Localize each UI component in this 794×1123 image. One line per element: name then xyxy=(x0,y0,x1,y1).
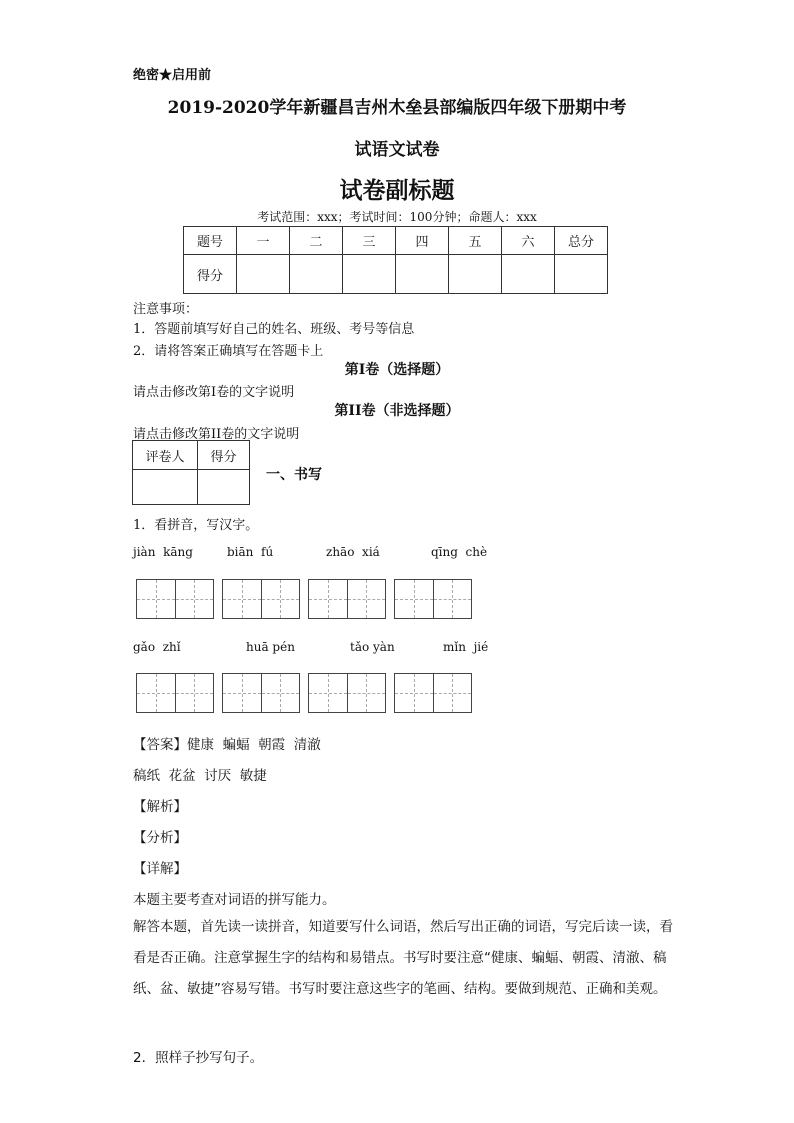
score-header-cell: 总分 xyxy=(555,227,608,255)
writing-grid[interactable] xyxy=(222,579,300,619)
answer-line: 【答案】健康 蝙蝠 朝霞 清澈 xyxy=(133,737,321,753)
writing-grid[interactable] xyxy=(394,673,472,713)
score-cell[interactable] xyxy=(502,255,555,294)
score-table xyxy=(183,226,608,294)
grader-score-cell[interactable] xyxy=(198,470,250,505)
volume1-desc[interactable]: 请点击修改第I卷的文字说明 xyxy=(133,385,295,400)
exam-title-line2: 试语文试卷 xyxy=(354,140,440,160)
secret-mark: 绝密★启用前 xyxy=(133,68,212,83)
score-cell[interactable] xyxy=(449,255,502,294)
pinyin-label: huā pén xyxy=(246,640,295,654)
question-prompt: 2．照样子抄写句子。 xyxy=(133,1050,264,1066)
writing-grid[interactable] xyxy=(222,673,300,713)
volume2-title: 第II卷（非选择题） xyxy=(334,403,460,419)
score-cell[interactable] xyxy=(396,255,449,294)
exam-subtitle: 试卷副标题 xyxy=(339,177,455,204)
answer-line: 稿纸 花盆 讨厌 敏捷 xyxy=(133,768,267,784)
grader-cell[interactable] xyxy=(133,470,198,505)
pinyin-label: biān fú xyxy=(227,545,274,559)
score-cell[interactable] xyxy=(290,255,343,294)
score-table-header-row xyxy=(184,227,608,255)
analysis-label: 【解析】 xyxy=(133,799,187,815)
score-header-cell: 三 xyxy=(343,227,396,255)
writing-grid[interactable] xyxy=(308,673,386,713)
writing-grid[interactable] xyxy=(136,673,214,713)
grader-table xyxy=(132,440,250,505)
pinyin-label: zhāo xiá xyxy=(326,545,380,559)
score-row-label: 得分 xyxy=(184,255,237,294)
writing-grid[interactable] xyxy=(136,579,214,619)
exam-title-line1: 2019-2020学年新疆昌吉州木垒县部编版四年级下册期中考 xyxy=(167,98,627,118)
score-header-cell: 题号 xyxy=(184,227,237,255)
score-header-cell: 五 xyxy=(449,227,502,255)
pinyin-label: qīng chè xyxy=(431,545,488,559)
writing-grid[interactable] xyxy=(394,579,472,619)
question-prompt: 1．看拼音，写汉字。 xyxy=(133,518,259,533)
analysis-label: 【详解】 xyxy=(133,861,187,877)
pinyin-label: gǎo zhǐ xyxy=(133,640,181,654)
score-table-score-row xyxy=(184,255,608,294)
grader-label: 评卷人 xyxy=(133,441,198,470)
score-header-cell: 四 xyxy=(396,227,449,255)
section-title: 一、书写 xyxy=(266,467,322,483)
score-cell[interactable] xyxy=(343,255,396,294)
pinyin-label: mǐn jié xyxy=(443,640,489,654)
analysis-paragraph: 本题主要考查对词语的拼写能力。 xyxy=(133,892,336,908)
volume1-title: 第I卷（选择题） xyxy=(344,362,450,378)
score-cell[interactable] xyxy=(555,255,608,294)
score-header-cell: 二 xyxy=(290,227,343,255)
volume2-desc[interactable]: 请点击修改第II卷的文字说明 xyxy=(133,427,300,442)
pinyin-label: tǎo yàn xyxy=(350,640,395,654)
analysis-paragraph: 解答本题，首先读一读拼音，知道要写什么词语，然后写出正确的词语，写完后读一读，看看是否正确。注意掌握生字的结构和易错点。书写时要注意“健康、蝙蝠、朝霞、清澈、稿纸、盆、敏捷”容易写错。书写时要注意这些字的笔画、结构。要做到规范、正确和美观。 xyxy=(133,919,673,997)
pinyin-label: jiàn kāng xyxy=(133,545,193,559)
exam-info: 考试范围：xxx；考试时间：100分钟；命题人：xxx xyxy=(257,210,537,224)
notes-heading: 注意事项： xyxy=(133,302,199,317)
score-label: 得分 xyxy=(198,441,250,470)
notes-item: 2．请将答案正确填写在答题卡上 xyxy=(133,344,324,359)
score-cell[interactable] xyxy=(237,255,290,294)
score-header-cell: 一 xyxy=(237,227,290,255)
writing-grid[interactable] xyxy=(308,579,386,619)
notes-item: 1．答题前填写好自己的姓名、班级、考号等信息 xyxy=(133,322,415,337)
score-header-cell: 六 xyxy=(502,227,555,255)
analysis-label: 【分析】 xyxy=(133,830,187,846)
